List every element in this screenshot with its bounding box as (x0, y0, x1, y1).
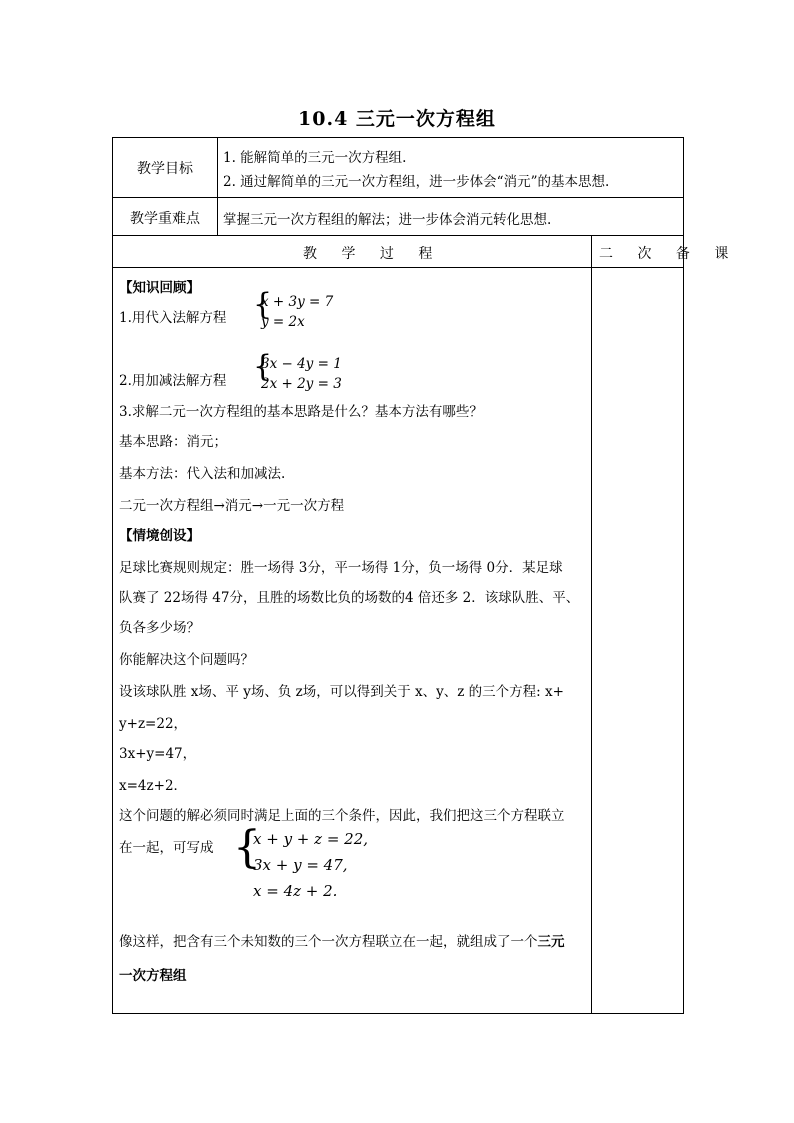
scenario-setup-line-2: y+z=22， (119, 716, 188, 732)
process-header: 教 学 过 程 (303, 246, 443, 262)
question-3: 3.求解二元一次方程组的基本思路是什么？基本方法有哪些？ (119, 404, 483, 420)
basic-method: 基本方法：代入法和加减法. (119, 466, 286, 482)
column-divider (217, 138, 218, 235)
equation-system-2 (253, 349, 373, 398)
scenario-setup-line-1: 设该球队胜 x场、平 y场、负 z场，可以得到关于 x、y、z 的三个方程: x+ (119, 684, 564, 700)
system-3-eq-2: 3x + y = 47, (253, 856, 348, 874)
equation-3: x=4z+2． (119, 778, 188, 794)
system-3-eq-3: x = 4z + 2. (253, 882, 338, 900)
scenario-line-1: 足球比赛规则规定：胜一场得 3分，平一场得 1分，负一场得 0分．某足球 (119, 560, 563, 576)
basic-idea: 基本思路：消元； (119, 434, 227, 450)
system-2-eq-1: 3x − 4y = 1 (261, 356, 342, 372)
difficulty-label: 教学重难点 (130, 211, 200, 227)
system-1-eq-1: x + 3y = 7 (261, 294, 334, 310)
scenario-line-2: 队赛了 22场得 47分，且胜的场数比负的场数的4 倍还多 2．该球队胜、平、 (119, 590, 580, 606)
definition-line-1 (119, 930, 565, 950)
scenario-question: 你能解决这个问题吗？ (119, 652, 254, 668)
system-1-eq-2: y = 2x (261, 314, 305, 330)
definition-term-part-2: 一次方程组 (119, 968, 187, 984)
equation-system-3 (233, 822, 393, 906)
brace-icon: { (253, 349, 273, 384)
section-heading-scenario: 【情境创设】 (119, 528, 200, 544)
equation-2: 3x+y=47， (119, 746, 197, 762)
elimination-flow: 二元一次方程组→消元→一元一次方程 (119, 498, 345, 514)
combine-line-2: 在一起，可写成 (119, 840, 214, 856)
definition-text: 像这样，把含有三个未知数的三个一次方程联立在一起，就组成了一个 (119, 934, 538, 950)
row-divider (113, 197, 683, 198)
question-1: 1.用代入法解方程 (119, 310, 227, 326)
definition-term-part-1: 三元 (537, 934, 565, 950)
objective-item-2: 2. 通过解简单的三元一次方程组，进一步体会“消元”的基本思想. (223, 174, 610, 190)
section-heading-review: 【知识回顾】 (119, 280, 200, 296)
brace-icon: { (233, 822, 261, 873)
difficulty-text: 掌握三元一次方程组的解法；进一步体会消元转化思想. (223, 212, 552, 228)
scenario-line-3: 负各多少场？ (119, 620, 200, 636)
objectives-label: 教学目标 (137, 161, 193, 177)
secondary-prep-header: 二 次 备 课 (599, 246, 739, 262)
row-divider (113, 267, 683, 268)
lesson-table (112, 137, 739, 1014)
objective-item-1: 1. 能解简单的三元一次方程组. (223, 150, 407, 166)
column-divider (591, 235, 592, 1014)
system-2-eq-2: 2x + 2y = 3 (261, 376, 342, 392)
brace-icon: { (253, 287, 273, 322)
combine-line-1: 这个问题的解必须同时满足上面的三个条件，因此，我们把这三个方程联立 (119, 808, 565, 824)
system-3-eq-1: x + y + z = 22, (253, 830, 369, 848)
question-2: 2.用加减法解方程 (119, 373, 227, 389)
document-title: 10.4 三元一次方程组 (298, 108, 496, 130)
equation-system-1 (253, 287, 373, 336)
row-divider (113, 235, 683, 236)
